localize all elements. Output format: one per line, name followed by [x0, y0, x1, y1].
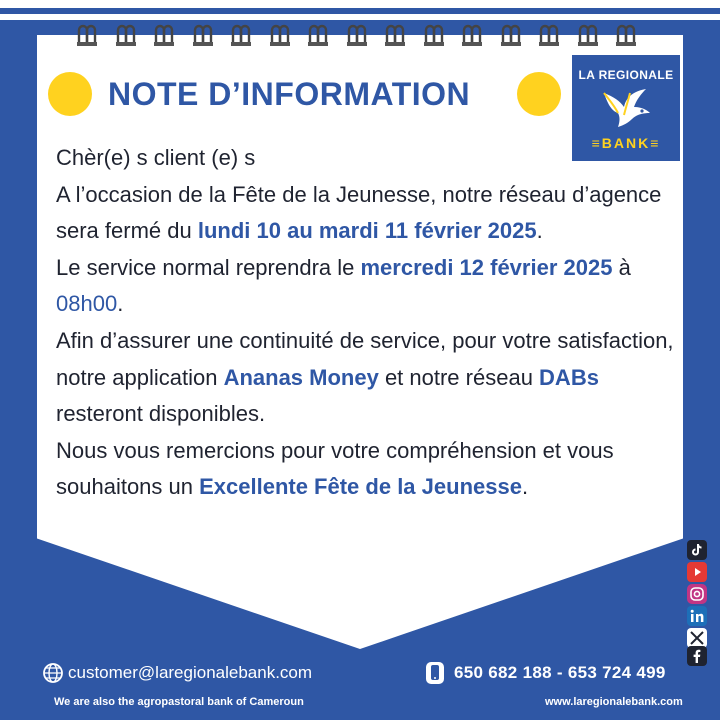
binder-ring	[384, 22, 406, 48]
closure-dates: lundi 10 au mardi 11 février 2025	[197, 218, 537, 244]
wish: Excellente Fête de la Jeunesse	[199, 474, 522, 500]
bird-icon	[600, 87, 652, 129]
binder-ring	[76, 22, 98, 48]
text: resteront disponibles.	[56, 401, 266, 427]
binder-ring	[461, 22, 483, 48]
top-rule	[0, 8, 720, 14]
text: Afin d’assurer une continuité de service, pour votre satisfaction, notre application	[56, 327, 674, 390]
logo-name: LA REGIONALE	[578, 68, 674, 82]
yellow-dot-right	[517, 72, 561, 116]
logo-bank-left-bars: ≡	[591, 135, 602, 151]
text: à	[612, 254, 631, 280]
binder-ring	[230, 22, 252, 48]
binder-ring	[423, 22, 445, 48]
footer-contacts	[0, 650, 720, 696]
email-text: customer@laregionalebank.com	[68, 663, 313, 682]
binder-ring	[538, 22, 560, 48]
globe-icon	[42, 662, 64, 684]
text: .	[536, 218, 543, 244]
text: .	[117, 291, 124, 317]
notice-body	[56, 140, 676, 506]
text: Nous vous remercions pour votre compréhension et vous souhaitons un	[56, 437, 614, 500]
youtube-icon[interactable]	[687, 562, 707, 582]
dabs: DABs	[539, 364, 599, 390]
instagram-icon[interactable]	[687, 584, 707, 604]
binder-ring	[115, 22, 137, 48]
slogan: We are also the agropastoral bank of Cameroun	[54, 696, 304, 708]
binder-ring	[577, 22, 599, 48]
text: et notre réseau	[378, 364, 540, 390]
greeting: Chèr(e) s client (e) s	[56, 145, 256, 170]
logo-bank-right-bars: ≡	[650, 135, 661, 151]
text: Le service normal reprendra le	[56, 254, 361, 280]
social-icons	[687, 540, 709, 660]
email-contact[interactable]	[42, 660, 312, 686]
paragraph-continuity	[56, 323, 676, 433]
phone-text: 650 682 188 - 653 724 499	[454, 663, 666, 682]
binder-ring	[346, 22, 368, 48]
x-icon[interactable]	[687, 628, 707, 648]
text: .	[521, 474, 529, 500]
text: A l’occasion de la Fête de la Jeunesse, notre réseau d’agence sera fermé du	[56, 181, 662, 244]
page-title: NOTE D’INFORMATION	[108, 76, 471, 112]
tiktok-icon[interactable]	[687, 540, 707, 560]
paragraph-thanks	[56, 433, 676, 506]
binder-ring	[500, 22, 522, 48]
phone-contact[interactable]	[424, 660, 666, 686]
binder-ring	[192, 22, 214, 48]
linkedin-icon[interactable]	[687, 606, 707, 626]
binder-ring	[307, 22, 329, 48]
binder-ring	[615, 22, 637, 48]
paragraph-closure	[56, 177, 676, 250]
title-row	[48, 70, 568, 120]
website-link[interactable]: www.laregionalebank.com	[545, 696, 683, 708]
logo-bank-label: BANK	[601, 135, 651, 151]
paragraph-reopening	[56, 250, 676, 323]
binder-ring	[269, 22, 291, 48]
reopening-time: 08h00	[56, 291, 118, 317]
binder-ring	[153, 22, 175, 48]
binder-rings	[76, 22, 656, 52]
yellow-dot-left	[48, 72, 92, 116]
phone-icon	[424, 661, 446, 685]
reopening-date: mercredi 12 février 2025	[360, 254, 613, 280]
app-name: Ananas Money	[223, 364, 379, 390]
